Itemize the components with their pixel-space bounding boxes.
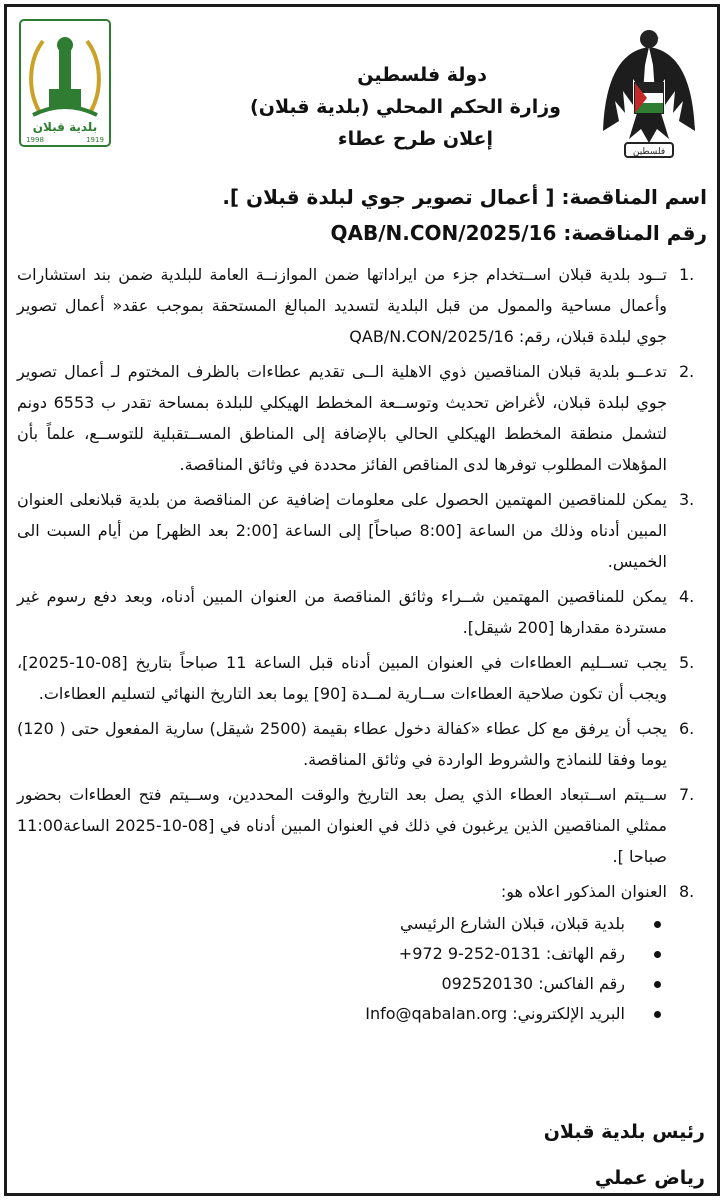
terms-list xyxy=(17,259,709,1033)
list-item xyxy=(17,876,709,1029)
item-text: تدعــو بلدية قبلان المناقصين ذوي الاهلية الــى تقديم عطاءات بالظرف المختوم لـ أعمال تصوير جوي لبلدة قبلان، لأغراض تحديث وتوســعة المخطط الهيكلي للبلدة بمساحة تقدر ب 6553 دونم لتشمل منطقة المخطط الهيكلي الحالي بالإضافة إلى المناطق المســتقبلية للتوســع، علماً بأن المؤهلات المطلوب توفرها لدى المناقص الفائز محددة في وثائق المناقصة. xyxy=(17,362,667,474)
address-phone xyxy=(17,939,667,969)
item-text: يجب أن يرفق مع كل عطاء «كفالة دخول عطاء بقيمة (2500 شيقل) سارية المفعول حتى ( 120) يوما وفقا للنماذج والشروط الواردة في وثائق المناقصة. xyxy=(17,719,667,769)
signature-title: رئيس بلدية قبلان xyxy=(543,1121,705,1143)
item-number: 4. xyxy=(679,587,695,606)
tender-name-line xyxy=(17,179,707,215)
item-text: يمكن للمناقصين المهتمين شــراء وثائق المناقصة من العنوان المبين أدناه، وبعد دفع رسوم غير مستردة مقدارها [200 شيقل]. xyxy=(17,587,667,637)
bullet-icon xyxy=(654,951,661,958)
header-titles xyxy=(177,59,567,155)
list-item xyxy=(17,647,709,709)
email-label: البريد الإلكتروني: xyxy=(512,1004,625,1023)
address-list xyxy=(17,909,667,1029)
logo-year-right: 1919 xyxy=(86,136,104,144)
address-email xyxy=(17,999,667,1029)
qabalan-municipality-logo-icon xyxy=(19,19,111,147)
address-place-text: بلدية قبلان، قبلان الشارع الرئيسي xyxy=(399,914,625,933)
item-number: 8. xyxy=(679,882,695,901)
logo-year-left: 1998 xyxy=(26,136,44,144)
list-item xyxy=(17,259,709,352)
item-number: 5. xyxy=(679,653,695,672)
palestine-eagle-emblem-icon xyxy=(599,21,699,171)
item-number: 7. xyxy=(679,785,695,804)
item-number: 1. xyxy=(679,265,695,284)
ministry-title: وزارة الحكم المحلي (بلدية قبلان) xyxy=(250,96,561,118)
header xyxy=(7,7,717,177)
address-fax xyxy=(17,969,667,999)
list-item xyxy=(17,484,709,577)
fax-label: رقم الفاكس: xyxy=(538,974,625,993)
item-text: العنوان المذكور اعلاه هو: xyxy=(500,882,667,901)
tender-name-value: [ أعمال تصوير جوي لبلدة قبلان ]. xyxy=(222,185,555,209)
tender-number-value: QAB/N.CON/2025/16 xyxy=(330,221,557,245)
signature-block xyxy=(544,1109,705,1201)
tender-name-label: اسم المناقصة: xyxy=(561,185,707,209)
bullet-icon xyxy=(654,981,661,988)
signature-name: رياض عملي xyxy=(594,1167,705,1189)
address-place xyxy=(17,909,667,939)
email-value: Info@qabalan.org xyxy=(365,1004,508,1023)
item-number: 2. xyxy=(679,362,695,381)
phone-label: رقم الهاتف: xyxy=(545,944,625,963)
item-number: 6. xyxy=(679,719,695,738)
item-text: يمكن للمناقصين المهتمين الحصول على معلومات إضافية عن المناقصة من بلدية قبلانعلى العنوان المبين أدناه وذلك من الساعة [8:00 صباحاً] إلى الساعة [2:00 بعد الظهر] من أيام السبت الى الخميس. xyxy=(17,490,668,571)
item-text: تــود بلدية قبلان اســتخدام جزء من ايراداتها ضمن الموازنــة العامة للبلدية ضمن بند استشارات وأعمال مساحية والممول من قبل البلدية لتسديد المبالغ المستحقة بموجب عقد« أعمال تصوير جوي لبلدة قبلان، رقم: QAB/N.CON/2025/16 xyxy=(17,265,667,346)
bullet-icon xyxy=(654,1011,661,1018)
state-title: دولة فلسطين xyxy=(357,64,487,86)
logo-name: بلدية قبلان xyxy=(32,120,98,134)
list-item xyxy=(17,779,709,872)
tender-number-label: رقم المناقصة: xyxy=(563,221,707,245)
item-text: يجب تســليم العطاءات في العنوان المبين أدناه قبل الساعة 11 صباحاً بتاريخ [08-10-2025]، ويجب أن تكون صلاحية العطاءات ســارية لمــدة [90] يوما بعد التاريخ النهائي لتسليم العطاءات. xyxy=(17,653,667,703)
fax-value: 092520130 xyxy=(441,974,534,993)
list-item xyxy=(17,581,709,643)
item-number: 3. xyxy=(679,490,695,509)
tender-number-line xyxy=(17,215,707,251)
tender-info xyxy=(17,179,707,251)
list-item xyxy=(17,713,709,775)
bullet-icon xyxy=(654,921,661,928)
announcement-frame xyxy=(4,4,720,1196)
item-text: ســيتم اســتبعاد العطاء الذي يصل بعد التاريخ والوقت المحددين، وســيتم فتح العطاءات بحضور ممثلي المناقصين الذين يرغبون في ذلك في العنوان المبين أدناه في [08-10-2025 الساعة11:00 صباحا ]. xyxy=(17,785,667,866)
list-item xyxy=(17,356,709,480)
announcement-title: إعلان طرح عطاء xyxy=(337,128,493,150)
phone-value: +972 9-252-0131 xyxy=(398,944,541,963)
emblem-text: فلسطين xyxy=(632,147,666,157)
